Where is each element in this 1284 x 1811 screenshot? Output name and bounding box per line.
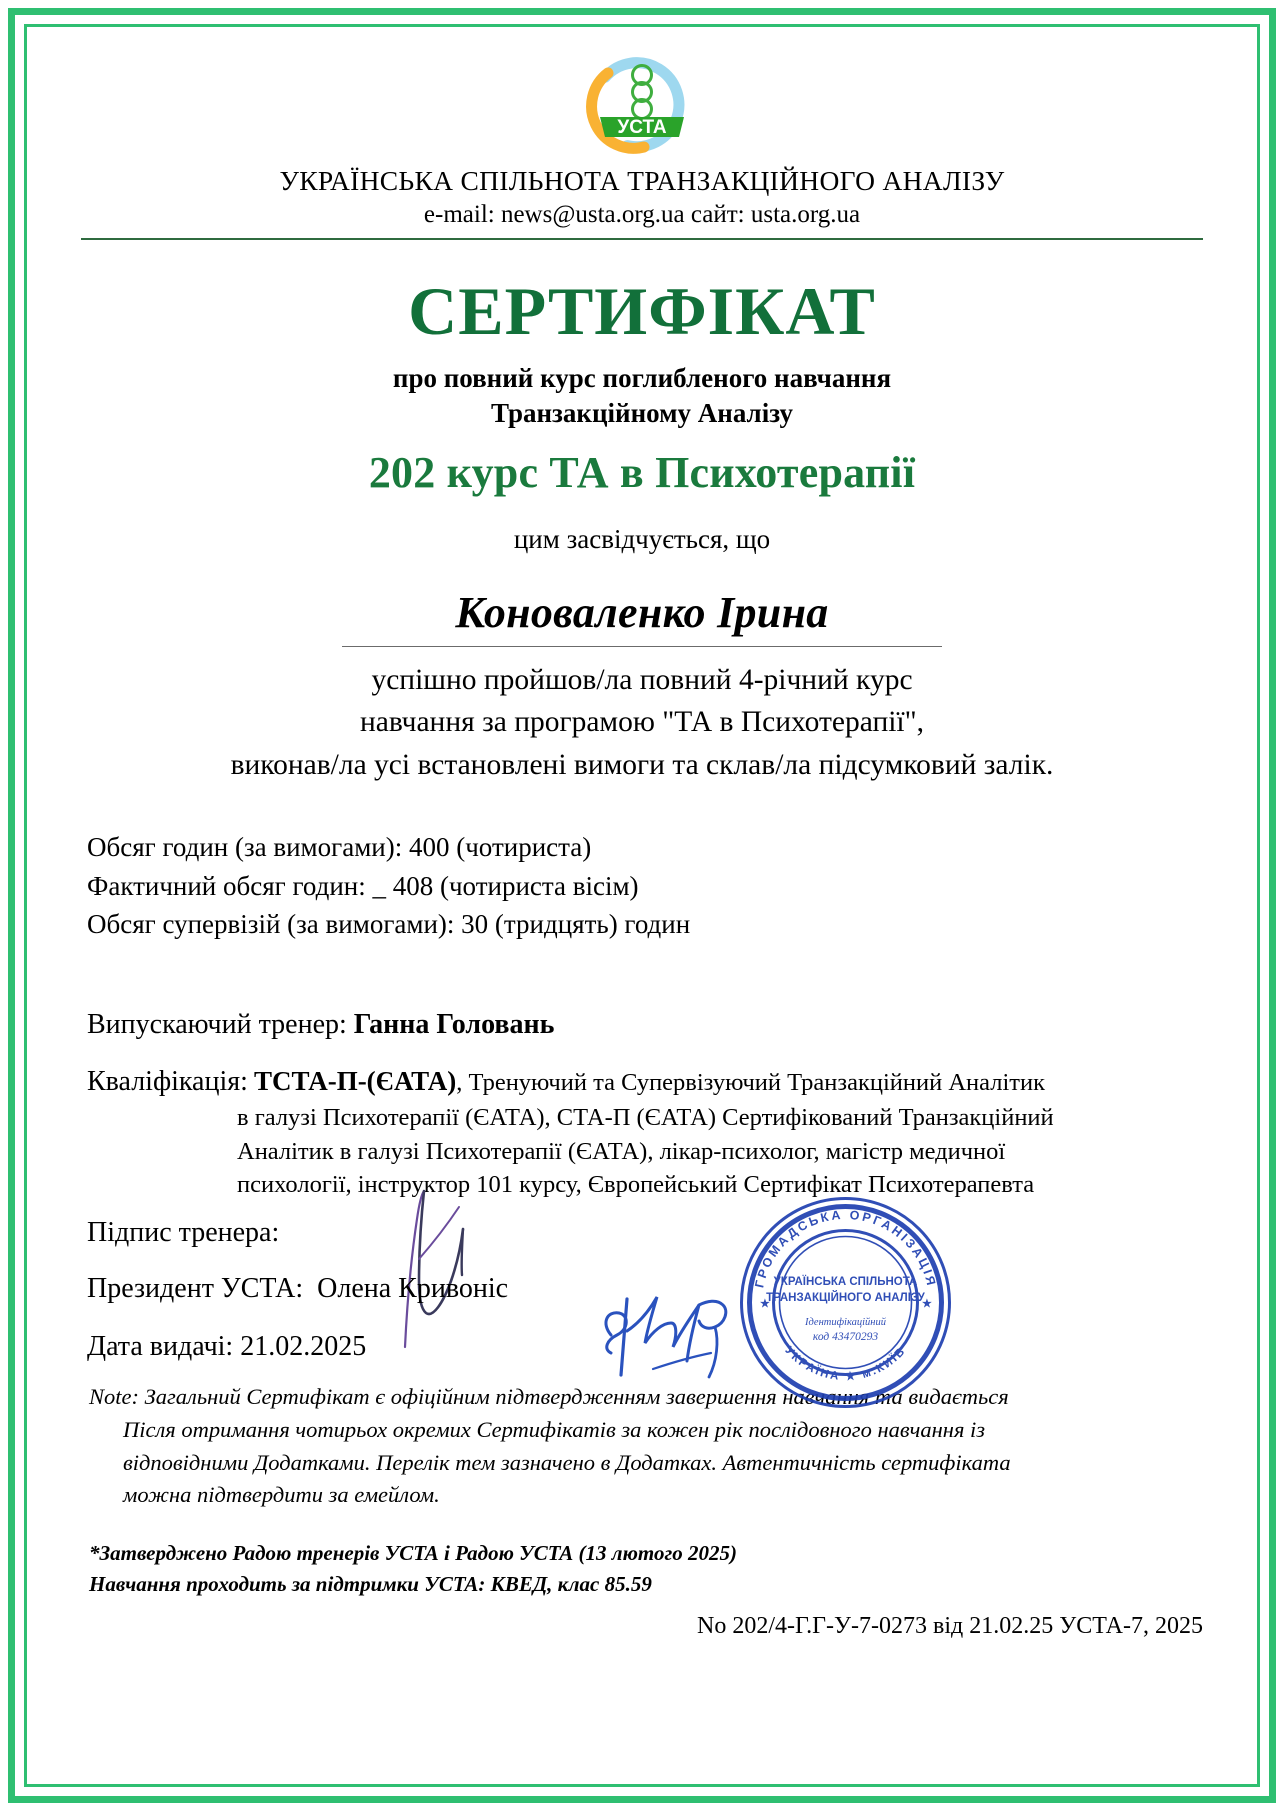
qualification-line-3: Аналітик в галузі Психотерапії (ЄАТА), лікар-психолог, магістр медичної [237,1137,1006,1165]
qualification-line-2: в галузі Психотерапії (ЄАТА), СТА-П (ЄАТА) Сертифікований Транзакційний [237,1104,1054,1132]
graduating-trainer-name: Ганна Головань [353,1009,555,1041]
note-line-1: Note: Загальний Сертифікат є офіційним підтвердженням завершення навчання та видається [89,1384,1009,1410]
qualification-line-4: психології, інструктор 101 курсу, Європейський Сертифікат Психотерапевта [237,1171,1035,1198]
usta-logo [582,51,702,155]
stamp-inner-line-1: УКРАЇНСЬКА СПІЛЬНОТА [773,1276,918,1289]
president-name-value: Олена Кривоніс [317,1273,509,1305]
approval-block [73,1538,1211,1601]
frame-inner-border [24,24,1260,1787]
trainer-signature-row [87,1217,1211,1249]
frame-outer-border [8,8,1276,1803]
note-block [73,1381,1211,1512]
qualification-line-1 [87,1063,1211,1101]
qualification-text-1: , Тренуючий та Супервізуючий Транзакційний Аналітик [456,1069,1045,1097]
certificate-subtitle [73,361,1211,431]
stamp-inner-line-2: ТРАНЗАКЦІЙНОГО АНАЛІЗУ [766,1292,925,1305]
stamp-outer-top-text: ГРОМАДСЬКА ОРГАНІЗАЦІЯ [752,1208,939,1290]
graduating-trainer-label: Випускаючий тренер: [87,1009,347,1041]
document-number: No 202/4-Г.Г-У-7-0273 від 21.02.25 УСТА-7, 2025 [696,1612,1203,1639]
issue-date-value: 21.02.2025 [240,1331,367,1363]
stamp-star-left: ★ [760,1298,770,1311]
signature-area [73,1208,1211,1384]
approval-line-2: Навчання проходить за підтримки УСТА: КВЕД, клас 85.59 [89,1572,652,1597]
qualification-code: ТСТА-П-(ЄАТА) [254,1066,457,1097]
recipient-underline [342,646,942,647]
trainer-signature-mark [363,1185,563,1355]
hours-supervision: Обсяг супервізій (за вимогами): 30 (тридцять) годин [87,908,691,939]
subtitle-line-1: про повний курс поглибленого навчання [392,362,892,393]
statement-block [73,659,1211,786]
organization-contact: e-mail: news@usta.org.ua сайт: usta.org.ua [423,201,861,228]
organization-name: УКРАЇНСЬКА СПІЛЬНОТА ТРАНЗАКЦІЙНОГО АНАЛІЗУ [279,165,1005,196]
stamp-outer-bottom-text: УКРАЇНА ★ м.КИЇВ [782,1344,909,1384]
page-title: СЕРТИФІКАТ [408,273,876,349]
certificate-content [27,27,1257,1784]
note-line-2: Після отримання чотирьох окремих Сертифікатів за кожен рік послідовного навчання із [123,1416,986,1442]
subtitle-line-2: Транзакційному Аналізу [491,397,793,428]
approval-line-1: *Затверджено Радою тренерів УСТА і Радою УСТА (13 лютого 2025) [89,1540,737,1565]
issue-date-label: Дата видачі: [87,1331,234,1363]
president-signature-row [87,1273,1211,1305]
logo-container [73,51,1211,159]
qualification-label: Кваліфікація: [87,1066,248,1098]
graduating-trainer-row [73,1009,1211,1041]
hours-required: Обсяг годин (за вимогами): 400 (чотириста) [87,832,592,863]
statement-line-1: успішно пройшов/ла повний 4-річний курс [371,663,913,696]
stamp-inner-line-3: Ідентифікаційний [804,1317,887,1329]
hours-block [73,828,1211,943]
course-title: 202 курс ТА в Психотерапії [368,447,916,497]
trainer-qualification-block [73,1063,1211,1201]
president-label: Президент УСТА: [87,1273,304,1305]
note-line-3: відповідними Додатками. Перелік тем зазначено в Додатках. Автентичність сертифіката [123,1449,1011,1475]
hours-actual: Фактичний обсяг годин: _ 408 (чотириста вісім) [87,870,639,901]
statement-line-3: виконав/ла усі встановлені вимоги та склав/ла підсумковий залік. [230,748,1054,781]
issue-date-row [87,1331,1211,1363]
attestation-text: цим засвідчується, що [513,523,771,554]
note-line-4: можна підтвердити за емейлом. [123,1482,440,1508]
statement-line-2: навчання за програмою "ТА в Психотерапії", [359,706,925,739]
logo-banner-text: УСТА [617,117,667,138]
stamp-star-right: ★ [922,1298,932,1311]
trainer-signature-label: Підпис тренера: [87,1217,280,1249]
header-divider [81,238,1203,240]
stamp-inner-line-4: код 43470293 [812,1331,879,1344]
recipient-name: Коноваленко Ірина [455,587,829,637]
